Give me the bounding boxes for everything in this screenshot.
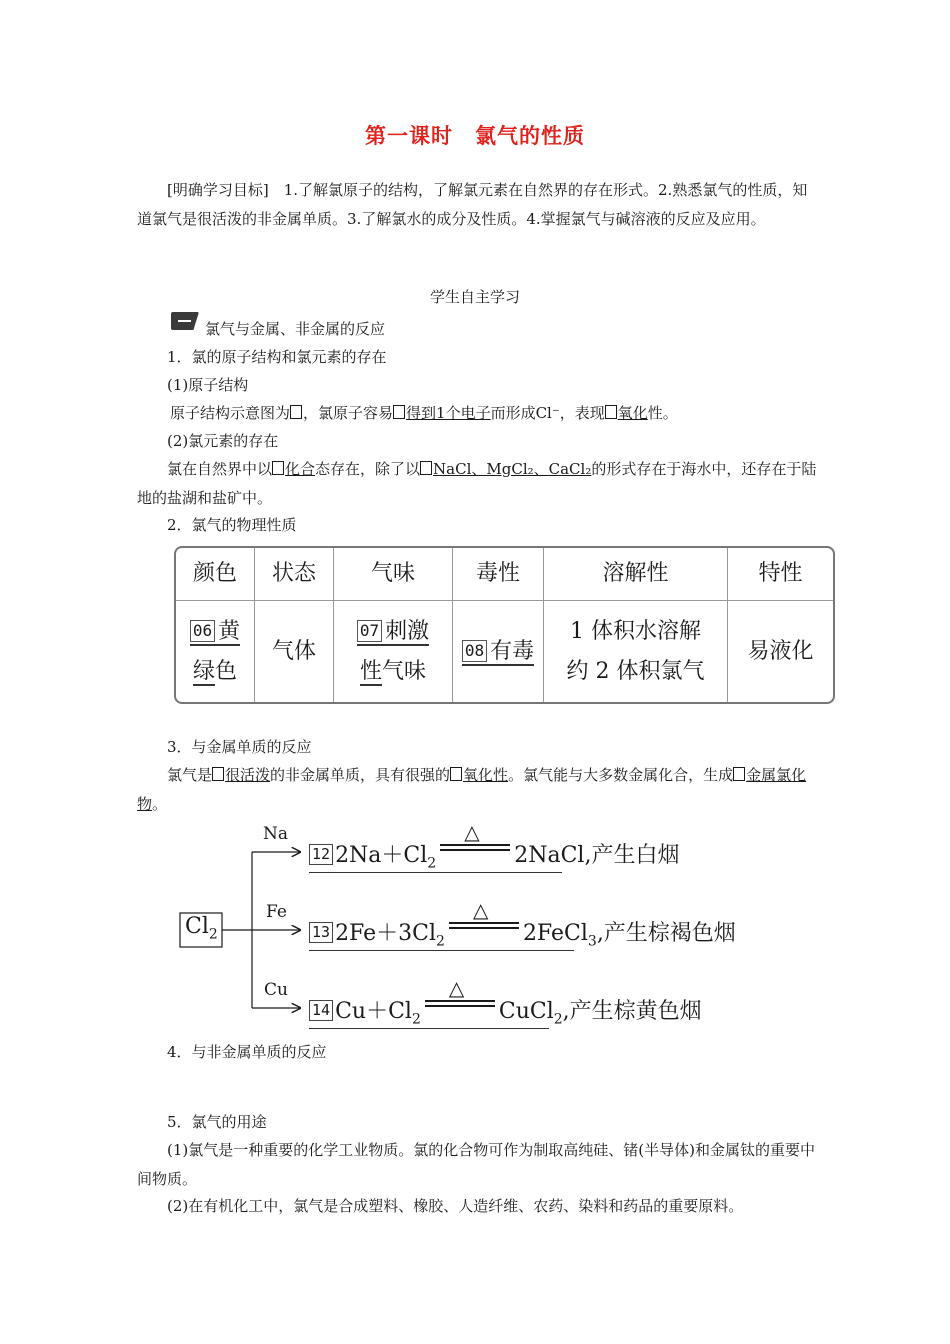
answer-box-icon <box>272 461 284 475</box>
cell-color: 06 黄 绿色 <box>176 601 255 702</box>
answer-box-icon <box>420 461 432 475</box>
metal-label-fe: Fe <box>266 902 287 922</box>
answer-box-icon <box>212 767 224 781</box>
s1-sub1: (1)原子结构 <box>167 376 249 394</box>
chlorine-center-label: $Cl_2$ <box>185 914 218 943</box>
header-smell: 气味 <box>334 548 453 601</box>
cell-smell: 07 刺激 性气味 <box>334 601 453 702</box>
header-color: 颜色 <box>176 548 255 601</box>
s5-paragraph-1: (1)氯气是一种重要的化学工业物质。氯的化合物可作为制取高纯硅、锗(半导体)和金属钛的重要中间物质。 <box>137 1141 815 1188</box>
cell-special: 易液化 <box>747 638 814 664</box>
answer-box-icon <box>290 405 302 419</box>
learning-objectives: [明确学习目标] 1.了解氯原子的结构，了解氯元素在自然界的存在形式。2.熟悉氯气的性质，知道氯气是很活泼的非金属单质。3.了解氯水的成分及性质。4.掌握氯气与碱溶液的反应及应用。 <box>137 181 808 228</box>
s5-title: 5．氯气的用途 <box>167 1113 267 1131</box>
cell-solubility: 1 体积水溶解 约 2 体积氯气 <box>544 601 728 702</box>
metal-label-cu: Cu <box>264 980 288 1000</box>
cell-state: 气体 <box>255 601 334 702</box>
answer-box-icon <box>605 405 617 419</box>
table-row <box>176 601 833 702</box>
s1-sub2: (2)氯元素的存在 <box>167 432 279 450</box>
s3-line: 氯气是 很活泼的非金属单质，具有很强的 氧化性。氯气能与大多数金属化合，生成 金属氯化物。 <box>137 766 807 813</box>
part1-title: 氯气与金属、非金属的反应 <box>205 320 386 338</box>
metal-label-na: Na <box>263 824 289 844</box>
answer-box-icon <box>733 767 745 781</box>
page-title: 第一课时 氯气的性质 <box>365 123 585 148</box>
answer-box-icon <box>450 767 462 781</box>
answer-box-icon <box>393 405 405 419</box>
heat-condition-icon: △ <box>425 994 495 1020</box>
equation-na: 12 $2Na+Cl_2$ △ 2NaCl,产生白烟 <box>309 838 679 871</box>
s3-title: 3．与金属单质的反应 <box>167 738 312 756</box>
heat-condition-icon: △ <box>449 916 519 942</box>
physical-properties-table <box>174 546 835 704</box>
header-state: 状态 <box>255 548 334 601</box>
cell-toxicity: 08 有毒 <box>453 601 544 702</box>
s1-title: 1．氯的原子结构和氯元素的存在 <box>167 348 387 366</box>
section-one-icon <box>171 312 199 330</box>
s1-line2: 氯在自然界中以 化合态存在，除了以 NaCl、MgCl₂、CaCl₂的形式存在于海水中，还存在于陆地的盐湖和盐矿中。 <box>137 460 817 507</box>
table-header-row <box>176 548 833 601</box>
header-special: 特性 <box>728 548 833 601</box>
equation-cu: 14 $Cu+Cl_2$ △ CuCl$_2$,产生棕黄色烟 <box>309 994 702 1027</box>
s2-title: 2．氯气的物理性质 <box>167 516 297 534</box>
s5-paragraph-2: (2)在有机化工中，氯气是合成塑料、橡胶、人造纤维、农药、染料和药品的重要原料。 <box>167 1197 744 1215</box>
s1-line1: 原子结构示意图为 ，氯原子容易 得到1个电子而形成Cl⁻，表现 氧化性。 <box>170 404 678 422</box>
header-solubility: 溶解性 <box>544 548 728 601</box>
s4-title: 4．与非金属单质的反应 <box>167 1043 327 1061</box>
equation-fe: 13 $2Fe+3Cl_2$ △ 2FeCl$_3$,产生棕褐色烟 <box>309 916 736 949</box>
reaction-diagram <box>176 820 776 1030</box>
section-heading: 学生自主学习 <box>429 288 520 306</box>
header-toxicity: 毒性 <box>453 548 544 601</box>
heat-condition-icon: △ <box>440 838 510 864</box>
